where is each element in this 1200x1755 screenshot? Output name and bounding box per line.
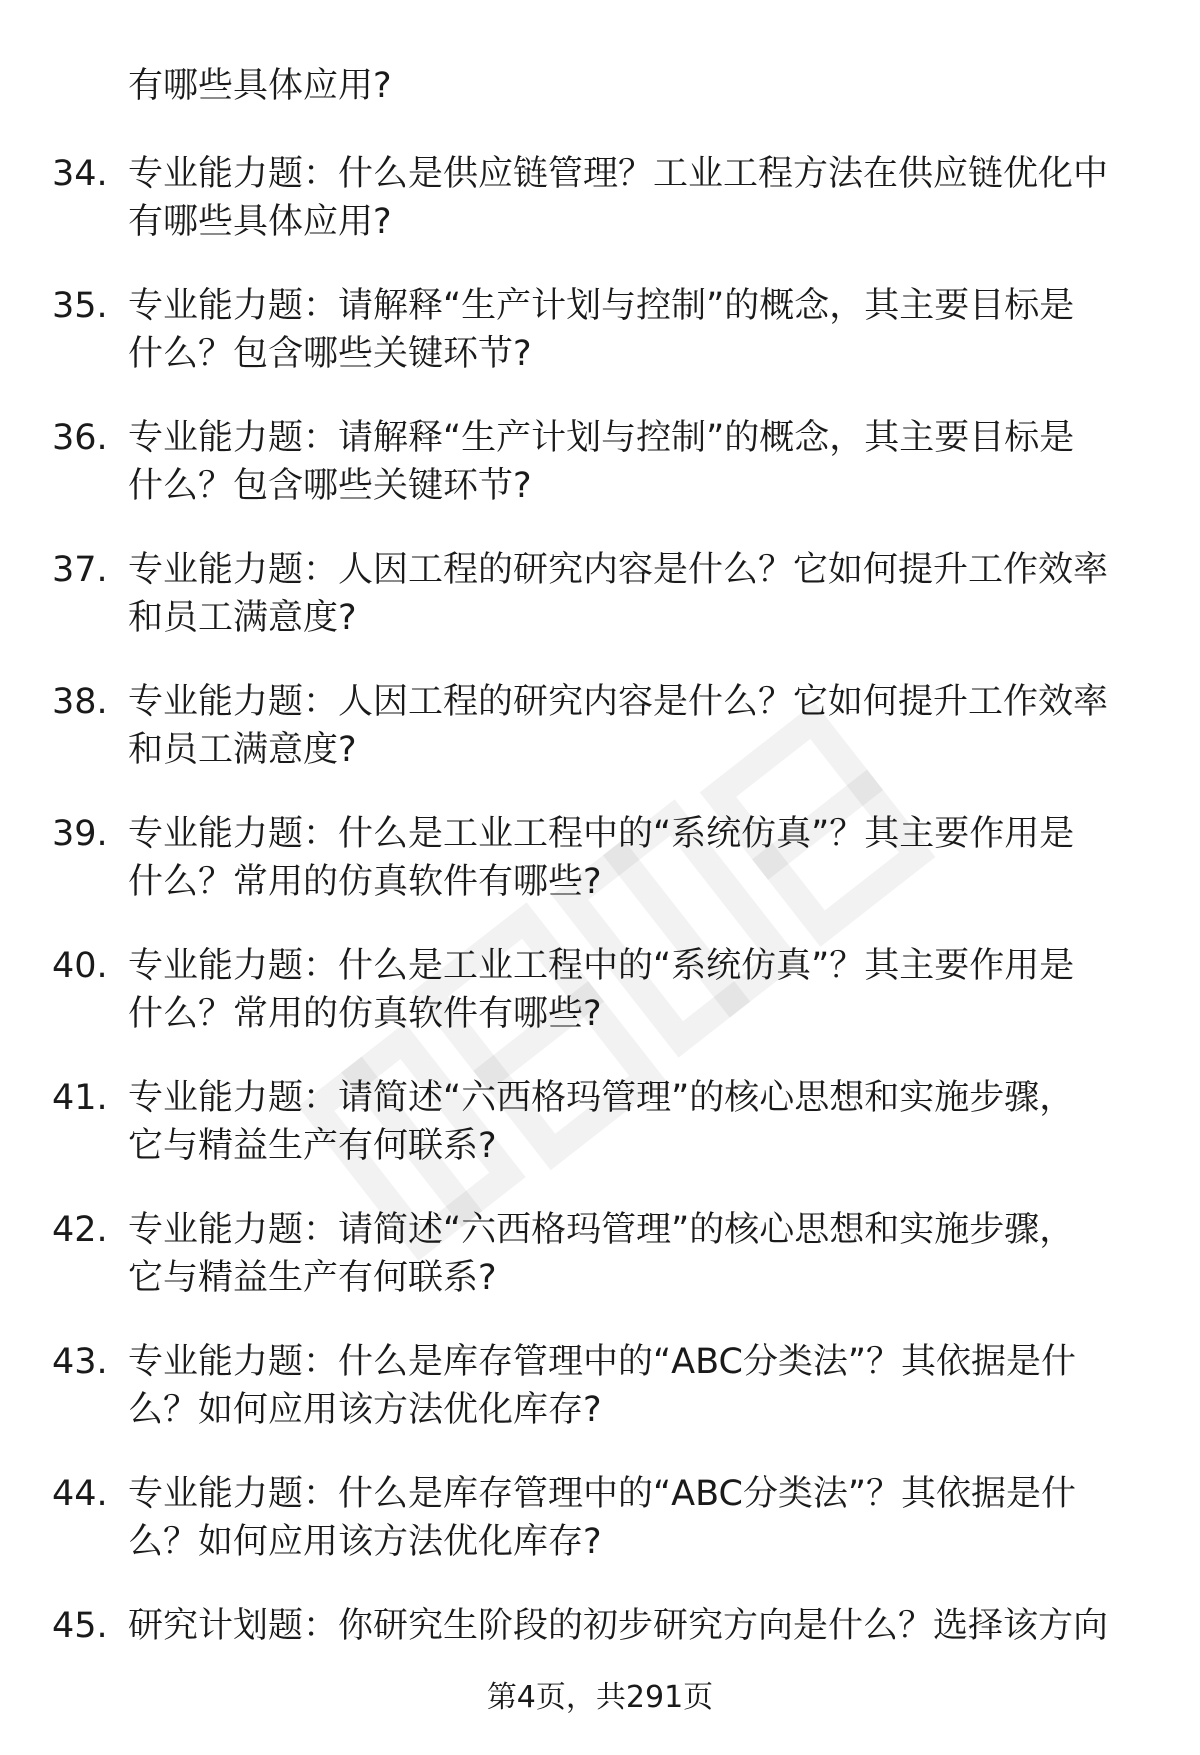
question-number: 43.: [52, 1342, 108, 1382]
question-text-line: 专业能力题：什么是工业工程中的“系统仿真”？其主要作用是: [128, 814, 1075, 854]
question-number: 36.: [52, 418, 108, 458]
question-text-line: 什么？常用的仿真软件有哪些?: [128, 862, 602, 902]
question-text-line: 和员工满意度?: [128, 598, 357, 638]
question-text-line: 专业能力题：人因工程的研究内容是什么？它如何提升工作效率: [128, 682, 1109, 722]
question-item: [0, 414, 1200, 546]
question-text-line: 它与精益生产有何联系?: [128, 1258, 497, 1298]
question-text-line: 专业能力题：请简述“六西格玛管理”的核心思想和实施步骤，: [128, 1210, 1075, 1250]
question-number: 42.: [52, 1210, 108, 1250]
question-number: 41.: [52, 1078, 108, 1118]
question-text-line: 什么？常用的仿真软件有哪些?: [128, 994, 602, 1034]
question-text-line: 有哪些具体应用?: [128, 202, 392, 242]
question-text-line: 研究计划题：你研究生阶段的初步研究方向是什么？选择该方向: [128, 1606, 1109, 1646]
question-text-line: 它与精益生产有何联系?: [128, 1126, 497, 1166]
question-text-line: 专业能力题：什么是库存管理中的“ABC分类法”？其依据是什: [128, 1474, 1077, 1514]
question-item: [0, 1338, 1200, 1470]
question-number: 40.: [52, 946, 108, 986]
question-text-line: 专业能力题：请简述“六西格玛管理”的核心思想和实施步骤，: [128, 1078, 1075, 1118]
question-list: [0, 150, 1200, 1734]
question-number: 45.: [52, 1606, 108, 1646]
question-text-line: 什么？包含哪些关键环节?: [128, 334, 532, 374]
question-item: [0, 546, 1200, 678]
question-item: [0, 942, 1200, 1074]
question-text-line: 和员工满意度?: [128, 730, 357, 770]
page-number-footer: 第4页，共291页: [486, 1680, 714, 1715]
question-number: 34.: [52, 154, 108, 194]
question-number: 38.: [52, 682, 108, 722]
question-number: 39.: [52, 814, 108, 854]
question-item: [0, 678, 1200, 810]
question-text-line: 专业能力题：什么是库存管理中的“ABC分类法”？其依据是什: [128, 1342, 1077, 1382]
question-item: [0, 150, 1200, 282]
question-number: 44.: [52, 1474, 108, 1514]
question-item: [0, 810, 1200, 942]
continued-question-text: 有哪些具体应用?: [128, 66, 392, 106]
question-item: [0, 1470, 1200, 1602]
question-item: [0, 282, 1200, 414]
question-text-line: 专业能力题：什么是工业工程中的“系统仿真”？其主要作用是: [128, 946, 1075, 986]
question-text-line: 专业能力题：什么是供应链管理？工业工程方法在供应链优化中: [128, 154, 1109, 194]
question-text-line: 专业能力题：请解释“生产计划与控制”的概念，其主要目标是: [128, 286, 1075, 326]
question-item: [0, 1074, 1200, 1206]
question-number: 37.: [52, 550, 108, 590]
question-text-line: 专业能力题：人因工程的研究内容是什么？它如何提升工作效率: [128, 550, 1109, 590]
question-text-line: 么？如何应用该方法优化库存?: [128, 1522, 602, 1562]
question-text-line: 什么？包含哪些关键环节?: [128, 466, 532, 506]
question-text-line: 么？如何应用该方法优化库存?: [128, 1390, 602, 1430]
question-text-line: 专业能力题：请解释“生产计划与控制”的概念，其主要目标是: [128, 418, 1075, 458]
question-number: 35.: [52, 286, 108, 326]
question-item: [0, 1206, 1200, 1338]
